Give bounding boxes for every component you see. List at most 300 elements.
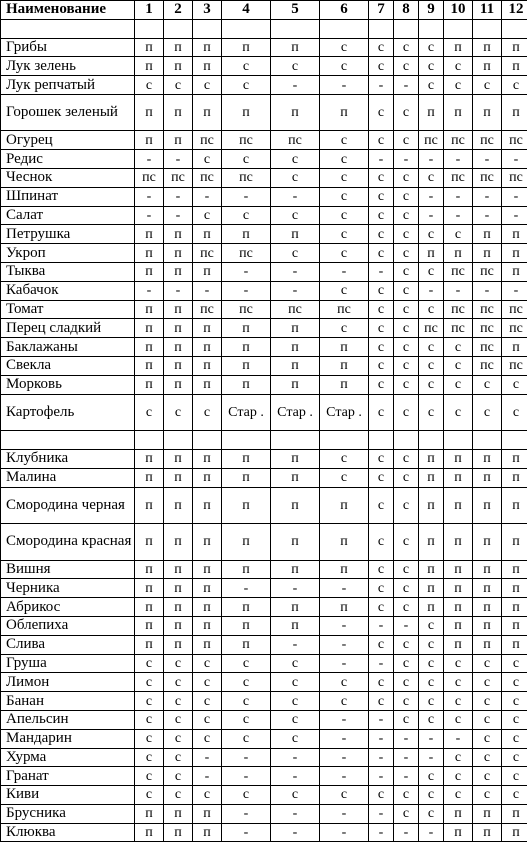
month-cell: п: [193, 263, 222, 282]
month-cell: п: [473, 635, 502, 654]
month-cell: -: [320, 729, 369, 748]
month-cell: с: [164, 767, 193, 786]
row-name-cell: Петрушка: [1, 225, 135, 244]
month-cell: -: [222, 804, 271, 823]
month-cell: с: [320, 281, 369, 300]
month-cell: п: [320, 598, 369, 617]
month-cell: п: [164, 598, 193, 617]
month-cell: п: [135, 804, 164, 823]
month-cell: [394, 19, 419, 38]
month-cell: п: [320, 524, 369, 561]
month-cell: с: [271, 654, 320, 673]
month-cell: пс: [502, 319, 527, 338]
table-row: [1, 150, 527, 169]
table-row: [1, 76, 527, 95]
month-cell: с: [164, 673, 193, 692]
month-cell: п: [271, 38, 320, 57]
month-cell: с: [419, 786, 444, 805]
month-cell: [394, 431, 419, 450]
row-name-cell: Свекла: [1, 357, 135, 376]
month-cell: с: [193, 710, 222, 729]
month-cell: пс: [473, 131, 502, 150]
month-cell: п: [193, 823, 222, 842]
month-cell: п: [419, 487, 444, 524]
month-cell: с: [394, 487, 419, 524]
month-cell: п: [444, 560, 473, 579]
month-cell: с: [394, 57, 419, 76]
header-month: 1: [135, 1, 164, 20]
month-cell: пс: [473, 319, 502, 338]
month-cell: с: [394, 300, 419, 319]
month-cell: с: [135, 729, 164, 748]
month-cell: с: [369, 560, 394, 579]
month-cell: п: [419, 449, 444, 468]
month-cell: п: [419, 244, 444, 263]
month-cell: -: [419, 187, 444, 206]
month-cell: п: [135, 579, 164, 598]
month-cell: пс: [502, 357, 527, 376]
month-cell: с: [271, 57, 320, 76]
month-cell: п: [193, 560, 222, 579]
month-cell: с: [320, 468, 369, 487]
month-cell: [164, 19, 193, 38]
month-cell: п: [271, 598, 320, 617]
month-cell: с: [222, 692, 271, 711]
month-cell: -: [369, 729, 394, 748]
month-cell: п: [444, 804, 473, 823]
month-cell: с: [394, 263, 419, 282]
row-name-cell: [1, 19, 135, 38]
month-cell: с: [394, 225, 419, 244]
month-cell: -: [222, 823, 271, 842]
table-row: [1, 786, 527, 805]
month-cell: п: [193, 487, 222, 524]
month-cell: п: [164, 560, 193, 579]
month-cell: [320, 19, 369, 38]
month-cell: п: [222, 468, 271, 487]
month-cell: п: [444, 616, 473, 635]
month-cell: с: [164, 76, 193, 95]
month-cell: с: [320, 57, 369, 76]
month-cell: п: [502, 804, 527, 823]
month-cell: -: [164, 187, 193, 206]
header-month: 10: [444, 1, 473, 20]
row-name-cell: Киви: [1, 786, 135, 805]
month-cell: п: [502, 225, 527, 244]
month-cell: с: [394, 449, 419, 468]
month-cell: п: [135, 487, 164, 524]
month-cell: п: [271, 94, 320, 131]
header-month: 6: [320, 1, 369, 20]
month-cell: с: [394, 319, 419, 338]
month-cell: п: [502, 635, 527, 654]
month-cell: пс: [222, 300, 271, 319]
table-row: [1, 338, 527, 357]
month-cell: с: [369, 598, 394, 617]
month-cell: п: [473, 579, 502, 598]
month-cell: п: [135, 616, 164, 635]
month-cell: -: [222, 748, 271, 767]
month-cell: п: [502, 338, 527, 357]
month-cell: с: [502, 76, 527, 95]
month-cell: с: [222, 206, 271, 225]
month-cell: с: [419, 338, 444, 357]
month-cell: с: [473, 673, 502, 692]
table-row: [1, 38, 527, 57]
month-cell: с: [369, 57, 394, 76]
month-cell: [271, 19, 320, 38]
month-cell: п: [473, 225, 502, 244]
month-cell: -: [271, 635, 320, 654]
month-cell: с: [369, 206, 394, 225]
month-cell: с: [473, 748, 502, 767]
month-cell: -: [193, 187, 222, 206]
month-cell: п: [193, 524, 222, 561]
month-cell: п: [164, 823, 193, 842]
month-cell: п: [193, 449, 222, 468]
month-cell: с: [135, 394, 164, 431]
month-cell: пс: [419, 319, 444, 338]
month-cell: с: [444, 57, 473, 76]
month-cell: п: [320, 94, 369, 131]
month-cell: с: [394, 169, 419, 188]
month-cell: п: [419, 579, 444, 598]
month-cell: -: [473, 150, 502, 169]
month-cell: с: [164, 394, 193, 431]
month-cell: п: [502, 263, 527, 282]
month-cell: п: [444, 524, 473, 561]
table-row: [1, 206, 527, 225]
month-cell: -: [369, 76, 394, 95]
month-cell: п: [164, 804, 193, 823]
month-cell: Стар .: [222, 394, 271, 431]
month-cell: п: [473, 804, 502, 823]
month-cell: с: [394, 635, 419, 654]
table-row: [1, 823, 527, 842]
row-name-cell: Смородина черная: [1, 487, 135, 524]
row-name-cell: Чеснок: [1, 169, 135, 188]
month-cell: п: [271, 319, 320, 338]
month-cell: п: [164, 94, 193, 131]
month-cell: п: [444, 38, 473, 57]
row-name-cell: Брусника: [1, 804, 135, 823]
month-cell: с: [473, 786, 502, 805]
month-cell: с: [394, 786, 419, 805]
month-cell: с: [473, 654, 502, 673]
month-cell: с: [444, 76, 473, 95]
month-cell: п: [502, 244, 527, 263]
header-month: 12: [502, 1, 527, 20]
month-cell: пс: [473, 169, 502, 188]
month-cell: п: [222, 598, 271, 617]
month-cell: п: [473, 598, 502, 617]
month-cell: с: [222, 76, 271, 95]
month-cell: с: [394, 468, 419, 487]
month-cell: с: [193, 150, 222, 169]
month-cell: с: [369, 225, 394, 244]
month-cell: п: [164, 38, 193, 57]
month-cell: п: [164, 616, 193, 635]
table-row: [1, 635, 527, 654]
row-name-cell: Баклажаны: [1, 338, 135, 357]
month-cell: п: [222, 225, 271, 244]
month-cell: -: [320, 804, 369, 823]
month-cell: п: [502, 560, 527, 579]
month-cell: с: [320, 38, 369, 57]
month-cell: -: [394, 616, 419, 635]
month-cell: -: [369, 654, 394, 673]
month-cell: -: [193, 767, 222, 786]
month-cell: [320, 431, 369, 450]
month-cell: -: [164, 281, 193, 300]
month-cell: с: [394, 206, 419, 225]
month-cell: пс: [502, 131, 527, 150]
month-cell: п: [473, 524, 502, 561]
month-cell: п: [502, 616, 527, 635]
row-name-cell: Гранат: [1, 767, 135, 786]
month-cell: с: [419, 169, 444, 188]
row-name-cell: Абрикос: [1, 598, 135, 617]
table-row: [1, 225, 527, 244]
month-cell: п: [444, 449, 473, 468]
month-cell: пс: [444, 300, 473, 319]
month-cell: п: [164, 375, 193, 394]
month-cell: [271, 431, 320, 450]
month-cell: -: [271, 823, 320, 842]
month-cell: -: [222, 263, 271, 282]
month-cell: п: [502, 449, 527, 468]
month-cell: -: [135, 150, 164, 169]
month-cell: с: [473, 729, 502, 748]
month-cell: п: [473, 823, 502, 842]
month-cell: п: [164, 225, 193, 244]
month-cell: п: [419, 598, 444, 617]
month-cell: -: [419, 150, 444, 169]
month-cell: с: [369, 187, 394, 206]
month-cell: п: [502, 57, 527, 76]
month-cell: п: [222, 94, 271, 131]
month-cell: -: [394, 823, 419, 842]
month-cell: [369, 19, 394, 38]
month-cell: с: [394, 804, 419, 823]
row-name-cell: Черника: [1, 579, 135, 598]
month-cell: п: [193, 804, 222, 823]
month-cell: -: [320, 748, 369, 767]
table-row: [1, 673, 527, 692]
month-cell: п: [222, 38, 271, 57]
month-cell: п: [164, 357, 193, 376]
month-cell: п: [135, 94, 164, 131]
month-cell: с: [502, 748, 527, 767]
table-row: [1, 748, 527, 767]
month-cell: п: [164, 338, 193, 357]
row-name-cell: Томат: [1, 300, 135, 319]
month-cell: пс: [320, 300, 369, 319]
month-cell: п: [135, 357, 164, 376]
month-cell: -: [369, 823, 394, 842]
month-cell: -: [369, 616, 394, 635]
month-cell: -: [502, 281, 527, 300]
month-cell: с: [419, 635, 444, 654]
table-row: [1, 131, 527, 150]
month-cell: с: [135, 76, 164, 95]
month-cell: -: [473, 187, 502, 206]
month-cell: п: [222, 319, 271, 338]
month-cell: [419, 431, 444, 450]
month-cell: с: [394, 375, 419, 394]
month-cell: с: [502, 710, 527, 729]
month-cell: п: [222, 375, 271, 394]
row-name-cell: Клюква: [1, 823, 135, 842]
month-cell: п: [473, 244, 502, 263]
month-cell: -: [222, 187, 271, 206]
month-cell: с: [271, 169, 320, 188]
month-cell: п: [419, 468, 444, 487]
month-cell: с: [193, 206, 222, 225]
month-cell: с: [419, 225, 444, 244]
month-cell: с: [135, 748, 164, 767]
month-cell: с: [271, 673, 320, 692]
month-cell: [419, 19, 444, 38]
month-cell: -: [369, 748, 394, 767]
month-cell: п: [164, 131, 193, 150]
header-month: 5: [271, 1, 320, 20]
month-cell: с: [222, 673, 271, 692]
month-cell: Стар .: [320, 394, 369, 431]
month-cell: с: [369, 94, 394, 131]
month-cell: -: [271, 579, 320, 598]
month-cell: с: [135, 654, 164, 673]
month-cell: пс: [444, 169, 473, 188]
month-cell: с: [394, 560, 419, 579]
month-cell: с: [394, 338, 419, 357]
month-cell: с: [444, 375, 473, 394]
month-cell: с: [502, 673, 527, 692]
month-cell: с: [502, 692, 527, 711]
month-cell: -: [271, 263, 320, 282]
month-cell: с: [473, 76, 502, 95]
month-cell: п: [135, 449, 164, 468]
month-cell: с: [502, 729, 527, 748]
month-cell: -: [164, 150, 193, 169]
row-name-cell: Укроп: [1, 244, 135, 263]
month-cell: с: [369, 786, 394, 805]
month-cell: п: [502, 487, 527, 524]
table-row: [1, 319, 527, 338]
table-row: [1, 560, 527, 579]
month-cell: п: [164, 635, 193, 654]
month-cell: -: [444, 187, 473, 206]
month-cell: пс: [222, 131, 271, 150]
header-month: 3: [193, 1, 222, 20]
month-cell: -: [193, 748, 222, 767]
month-cell: п: [320, 375, 369, 394]
month-cell: с: [394, 579, 419, 598]
month-cell: -: [369, 804, 394, 823]
month-cell: с: [473, 767, 502, 786]
month-cell: с: [419, 692, 444, 711]
month-cell: п: [271, 560, 320, 579]
month-cell: -: [444, 281, 473, 300]
month-cell: с: [394, 94, 419, 131]
month-cell: с: [394, 357, 419, 376]
month-cell: с: [369, 38, 394, 57]
month-cell: с: [320, 169, 369, 188]
month-cell: -: [271, 187, 320, 206]
month-cell: -: [419, 281, 444, 300]
month-cell: п: [222, 616, 271, 635]
month-cell: п: [419, 560, 444, 579]
month-cell: п: [193, 598, 222, 617]
month-cell: п: [473, 449, 502, 468]
row-name-cell: Горошек зеленый: [1, 94, 135, 131]
month-cell: с: [164, 786, 193, 805]
month-cell: с: [164, 692, 193, 711]
month-cell: [502, 19, 527, 38]
month-cell: -: [320, 654, 369, 673]
table-row: [1, 357, 527, 376]
month-cell: п: [444, 579, 473, 598]
month-cell: -: [419, 823, 444, 842]
row-name-cell: Вишня: [1, 560, 135, 579]
month-cell: -: [320, 616, 369, 635]
row-name-cell: Грибы: [1, 38, 135, 57]
month-cell: с: [271, 710, 320, 729]
month-cell: с: [473, 375, 502, 394]
month-cell: с: [369, 375, 394, 394]
month-cell: с: [193, 786, 222, 805]
month-cell: с: [369, 244, 394, 263]
month-cell: -: [135, 206, 164, 225]
row-name-cell: Хурма: [1, 748, 135, 767]
month-cell: с: [369, 579, 394, 598]
month-cell: с: [271, 729, 320, 748]
month-cell: п: [193, 319, 222, 338]
month-cell: п: [193, 57, 222, 76]
header-month: 9: [419, 1, 444, 20]
month-cell: с: [369, 524, 394, 561]
row-name-cell: Облепиха: [1, 616, 135, 635]
table-row: [1, 281, 527, 300]
month-cell: с: [164, 654, 193, 673]
month-cell: с: [444, 767, 473, 786]
header-month: 2: [164, 1, 193, 20]
month-cell: п: [271, 338, 320, 357]
header-month: 8: [394, 1, 419, 20]
table-row: [1, 19, 527, 38]
month-cell: п: [135, 38, 164, 57]
month-cell: с: [419, 263, 444, 282]
month-cell: п: [193, 38, 222, 57]
month-cell: с: [394, 187, 419, 206]
month-cell: с: [473, 394, 502, 431]
month-cell: п: [135, 524, 164, 561]
month-cell: -: [271, 748, 320, 767]
month-cell: п: [271, 468, 320, 487]
row-name-cell: Малина: [1, 468, 135, 487]
month-cell: -: [394, 748, 419, 767]
row-name-cell: Редис: [1, 150, 135, 169]
month-cell: п: [193, 616, 222, 635]
month-cell: с: [271, 206, 320, 225]
month-cell: с: [444, 786, 473, 805]
month-cell: пс: [473, 300, 502, 319]
month-cell: [193, 19, 222, 38]
month-cell: -: [369, 263, 394, 282]
month-cell: [473, 431, 502, 450]
header-month: 4: [222, 1, 271, 20]
header-month: 7: [369, 1, 394, 20]
